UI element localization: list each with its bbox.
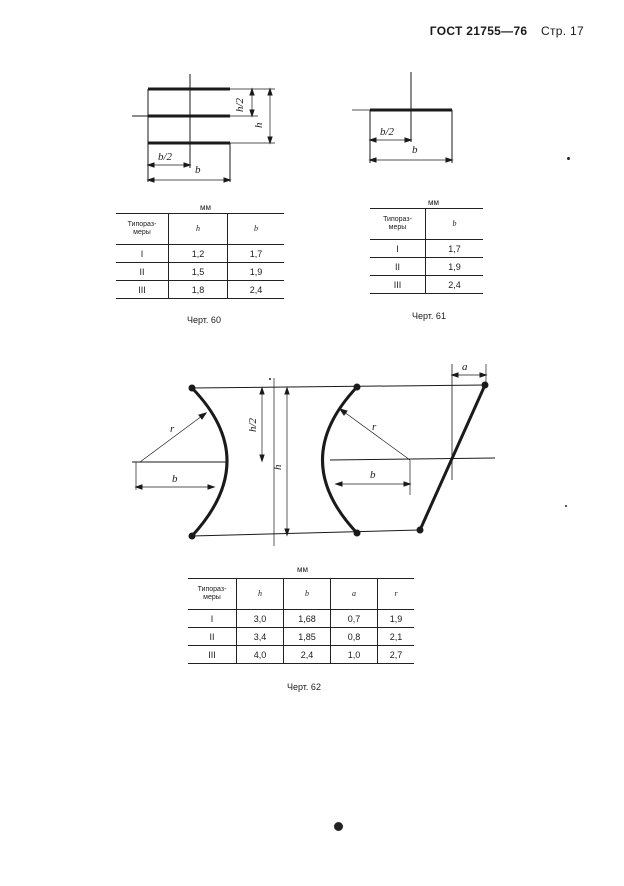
table-row	[116, 245, 284, 263]
fig60-b-label: b	[195, 164, 201, 176]
fig60-cell: 1,8	[169, 281, 228, 299]
fig61-col-size: Типораз- меры	[383, 216, 412, 231]
fig62-col-size: Типораз- меры	[197, 586, 227, 601]
fig62-col-r: r	[378, 579, 415, 610]
fig61-cell: 1,7	[426, 240, 484, 258]
fig60-cell: I	[140, 248, 144, 259]
fig60-cell: II	[139, 266, 145, 277]
fig60-col-size: Типораз- меры	[127, 221, 157, 236]
fig61-col-b: b	[426, 209, 484, 240]
fig61-half-b-label: b/2	[380, 126, 395, 138]
fig61-cell: 1,9	[426, 258, 484, 276]
fig62-cell: 1,9	[378, 610, 415, 628]
table-row	[370, 258, 483, 276]
fig60-col-b: b	[228, 214, 285, 245]
fig60-table	[116, 213, 284, 299]
fig62-b-left-label: b	[172, 473, 178, 485]
fig60-h-label: h	[253, 122, 265, 128]
table-row	[188, 628, 414, 646]
fig61-cell: III	[393, 279, 402, 290]
fig61-table	[370, 208, 483, 294]
fig62-cell: 0,8	[331, 628, 378, 646]
fig60-col-h: h	[169, 214, 228, 245]
table-row	[116, 263, 284, 281]
fig61-unit: мм	[428, 198, 439, 207]
fig62-h-label: h	[272, 464, 284, 470]
fig62-table	[188, 578, 414, 664]
fig62-col-a: a	[331, 579, 378, 610]
fig62-cell: II	[209, 631, 215, 642]
fig62-cell: 1,68	[284, 610, 331, 628]
fig60-half-b-label: b/2	[158, 151, 173, 163]
standard-number: ГОСТ 21755—76	[429, 24, 528, 38]
fig62-r-left-label: r	[170, 423, 175, 435]
scan-dot	[334, 822, 343, 831]
table-row	[188, 646, 414, 664]
table-row	[188, 610, 414, 628]
fig62-cell: 2,7	[378, 646, 415, 664]
table-row	[370, 240, 483, 258]
fig61-cell: 2,4	[426, 276, 484, 294]
fig62-unit: мм	[297, 565, 308, 574]
fig60-cell: 1,7	[228, 245, 285, 263]
fig62-cell: 3,4	[237, 628, 284, 646]
fig62-cell: 0,7	[331, 610, 378, 628]
fig62-cell: I	[210, 613, 214, 624]
fig62-half-h-label: h/2	[247, 417, 259, 432]
fig60-unit: мм	[200, 203, 211, 212]
fig61-b-label: b	[412, 144, 418, 156]
table-row	[370, 276, 483, 294]
fig62-cell: 2,4	[284, 646, 331, 664]
fig62-a-label: a	[462, 361, 468, 373]
fig60-half-h-label: h/2	[234, 97, 246, 112]
fig60-cell: 1,9	[228, 263, 285, 281]
table-row	[116, 281, 284, 299]
fig61-cell: I	[396, 243, 399, 254]
fig62-caption: Черт. 62	[287, 682, 321, 692]
fig61-cell: II	[394, 261, 400, 272]
fig60-cell: 2,4	[228, 281, 285, 299]
fig62-col-h: h	[237, 579, 284, 610]
fig62-cell: 1,0	[331, 646, 378, 664]
fig61-caption: Черт. 61	[412, 311, 446, 321]
fig60-caption: Черт. 60	[187, 315, 221, 325]
fig62-col-b: b	[284, 579, 331, 610]
fig60-cell: 1,2	[169, 245, 228, 263]
scan-dot	[269, 378, 271, 380]
fig60-cell: III	[138, 284, 146, 295]
scan-dot	[565, 505, 567, 507]
scan-dot	[567, 157, 570, 160]
fig62-cell: 4,0	[237, 646, 284, 664]
fig62-cell: 2,1	[378, 628, 415, 646]
fig62-r-right-label: r	[372, 421, 377, 433]
fig62-cell: 1,85	[284, 628, 331, 646]
page-number: Стр. 17	[541, 24, 584, 38]
fig62-cell: 3,0	[237, 610, 284, 628]
fig60-cell: 1,5	[169, 263, 228, 281]
fig62-cell: III	[208, 649, 216, 660]
fig62-b-right-label: b	[370, 469, 376, 481]
